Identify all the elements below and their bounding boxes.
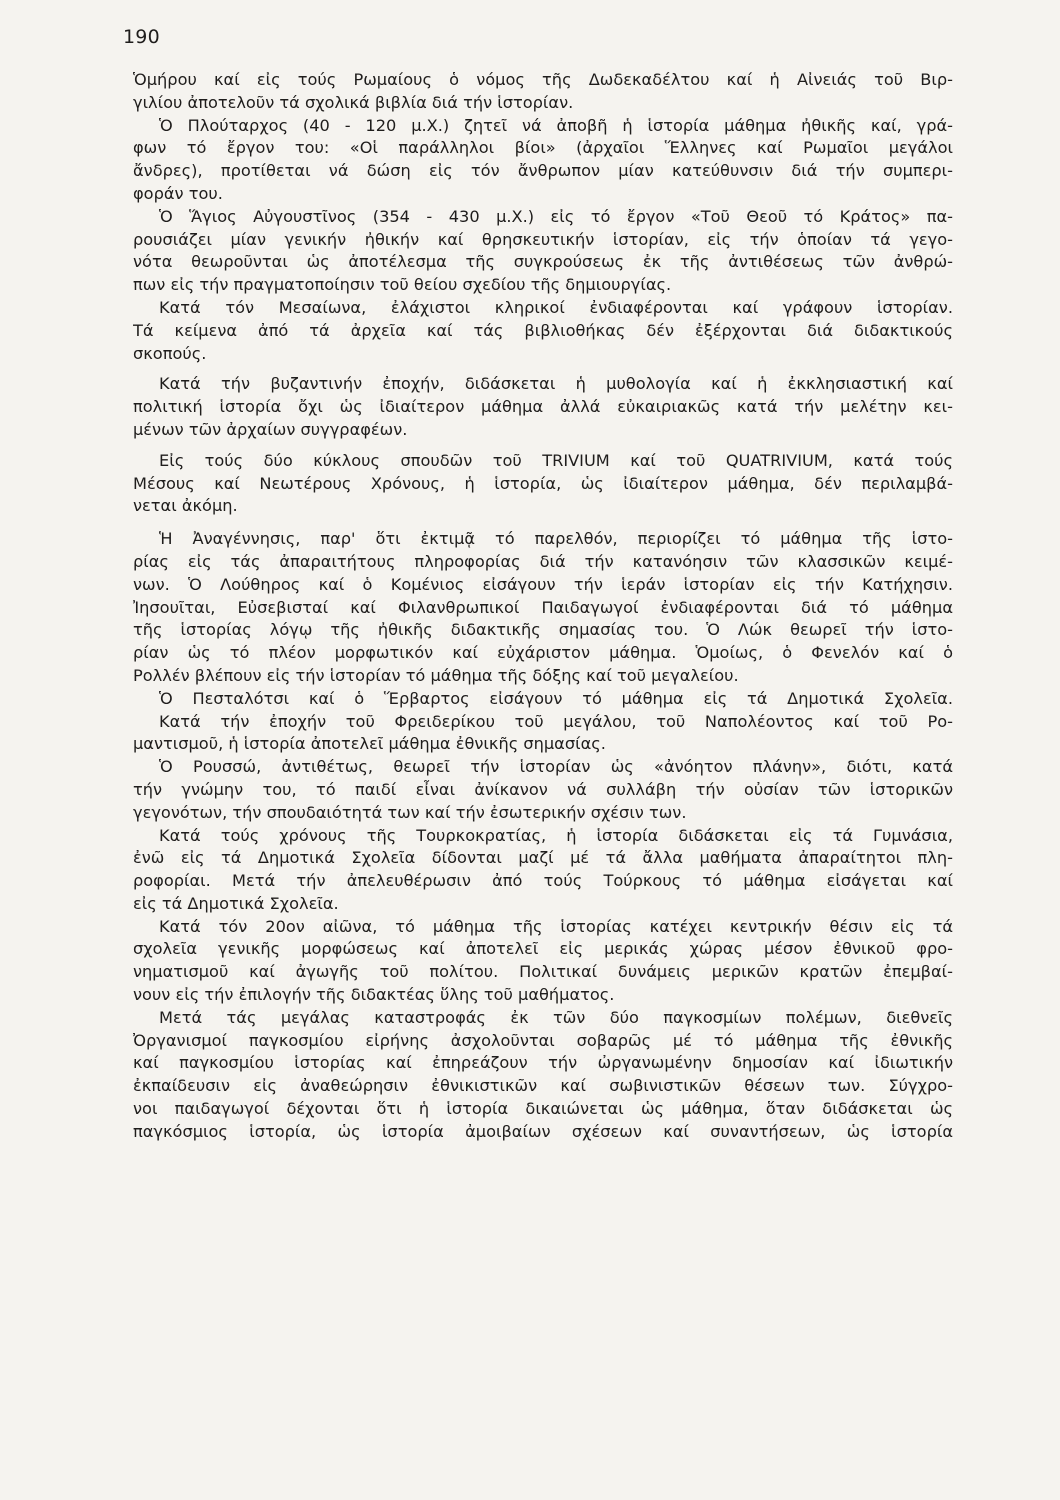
text-line: ἐνῶ εἰς τά Δημοτικά Σχολεῖα δίδονται μαζί μέ τά ἄλλα μαθήματα ἀπαραίτητοι πλη- (133, 848, 953, 868)
text-line: φων τό ἔργον του: «Οἱ παράλληλοι βίοι» (ἀρχαῖοι Ἕλληνες καί Ρωμαῖοι μεγάλοι (133, 138, 953, 158)
text-line: ἐκπαίδευσιν εἰς ἀναθεώρησιν ἐθνικιστικῶν καί σωβινιστικῶν θέσεων των. Σύγχρο- (133, 1076, 953, 1096)
text-line: Μετά τάς μεγάλας καταστροφάς ἐκ τῶν δύο παγκοσμίων πολέμων, διεθνεῖς (159, 1007, 953, 1027)
text-line: μένων τῶν ἀρχαίων συγγραφέων. (133, 419, 408, 439)
text-line: γεγονότων, τήν σπουδαιότητά των καί τήν ἐσωτερικήν σχέσιν των. (133, 802, 687, 822)
text-line: φοράν του. (133, 183, 223, 203)
text-line: καί παγκοσμίου ἱστορίας καί ἐπηρεάζουν τήν ὠργανωμένην δημοσίαν καί ἰδιωτικήν (133, 1053, 953, 1073)
text-line: πολιτική ἱστορία ὄχι ὡς ἰδιαίτερον μάθημα ἀλλά εὐκαιριακῶς κατά τήν μελέτην κει- (133, 397, 953, 417)
text-line: γιλίου ἀποτελοῦν τά σχολικά βιβλία διά τήν ἱστορίαν. (133, 92, 574, 112)
text-line: παγκόσμιος ἱστορία, ὡς ἱστορία ἀμοιβαίων σχέσεων καί συναντήσεων, ὡς ἱστορία (133, 1121, 953, 1141)
text-line: νηματισμοῦ καί ἀγωγῆς τοῦ πολίτου. Πολιτικαί δυνάμεις μερικῶν κρατῶν ἐπεμβαί- (133, 962, 953, 982)
text-line: Ὁ Ἅγιος Αὐγουστῖνος (354 - 430 μ.Χ.) εἰς τό ἔργον «Τοῦ Θεοῦ τό Κράτος» πα- (159, 206, 953, 226)
text-line: Ἰησουῖται, Εὐσεβισταί καί Φιλανθρωπικοί Παιδαγωγοί ἐνδιαφέρονται διά τό μάθημα (133, 597, 953, 617)
text-line: Ὁ Πλούταρχος (40 - 120 μ.Χ.) ζητεῖ νά ἀποβῆ ἡ ἱστορία μάθημα ἠθικῆς καί, γρά- (159, 115, 953, 135)
text-line: ροφορίαι. Μετά τήν ἀπελευθέρωσιν ἀπό τούς Τούρκους τό μάθημα εἰσάγεται καί (133, 871, 953, 891)
text-line: Τά κείμενα ἀπό τά ἀρχεῖα καί τάς βιβλιοθήκας δέν ἐξέρχονται διά διδακτικούς (133, 320, 953, 340)
text-line: Κατά τόν 20ον αἰῶνα, τό μάθημα τῆς ἱστορίας κατέχει κεντρικήν θέσιν εἰς τά (159, 916, 953, 936)
text-line: σκοπούς. (133, 343, 207, 363)
text-line: Κατά τούς χρόνους τῆς Τουρκοκρατίας, ἡ ἱστορία διδάσκεται εἰς τά Γυμνάσια, (159, 825, 953, 845)
text-line: τῆς ἱστορίας λόγῳ τῆς ἠθικῆς διδακτικῆς σημασίας του. Ὁ Λώκ θεωρεῖ τήν ἱστο- (133, 620, 953, 640)
page-number: 190 (123, 26, 160, 48)
text-line: ρίας εἰς τάς ἀπαραιτήτους πληροφορίας διά τήν κατανόησιν τῶν κλασσικῶν κειμέ- (133, 551, 953, 571)
text-line: Ρολλέν βλέπουν εἰς τήν ἱστορίαν τό μάθημα τῆς δόξης καί τοῦ μεγαλείου. (133, 665, 739, 685)
text-line: Ἡ Ἀναγέννησις, παρ' ὅτι ἐκτιμᾷ τό παρελθόν, περιορίζει τό μάθημα τῆς ἱστο- (159, 529, 953, 549)
text-line: τήν γνώμην του, τό παιδί εἶναι ἀνίκανον νά συλλάβη τήν οὐσίαν τῶν ἱστορικῶν (133, 779, 953, 799)
text-line: Κατά τόν Μεσαίωνα, ἐλάχιστοι κληρικοί ἐνδιαφέρονται καί γράφουν ἱστορίαν. (159, 297, 953, 317)
text-line: ἄνδρες), προτίθεται νά δώση εἰς τόν ἄνθρωπον μίαν κατεύθυνσιν διά τήν συμπερι- (133, 161, 953, 181)
text-line: νουν εἰς τήν ἐπιλογήν τῆς διδακτέας ὕλης τοῦ μαθήματος. (133, 985, 615, 1005)
text-line: νότα θεωροῦνται ὡς ἀποτέλεσμα τῆς συγκρούσεως ἐκ τῆς ἀντιθέσεως τῶν ἀνθρώ- (133, 252, 953, 272)
text-line: νεται ἀκόμη. (133, 496, 238, 516)
text-line: ρουσιάζει μίαν γενικήν ἠθικήν καί θρησκευτικήν ἱστορίαν, εἰς τήν ὁποίαν τά γεγο- (133, 229, 953, 249)
text-line: Κατά τήν βυζαντινήν ἐποχήν, διδάσκεται ἡ μυθολογία καί ἡ ἐκκλησιαστική καί (159, 374, 953, 394)
text-line: Ὁ Ρουσσώ, ἀντιθέτως, θεωρεῖ τήν ἱστορίαν ὡς «ἀνόητον πλάνην», διότι, κατά (159, 757, 953, 777)
text-line: Ὁ Πεσταλότσι καί ὁ Ἕρβαρτος εἰσάγουν τό μάθημα εἰς τά Δημοτικά Σχολεῖα. (159, 688, 953, 708)
text-line: σχολεῖα γενικῆς μορφώσεως καί ἀποτελεῖ εἰς μερικάς χώρας μέσον ἐθνικοῦ φρο- (133, 939, 953, 959)
text-line: Μέσους καί Νεωτέρους Χρόνους, ἡ ἱστορία, ὡς ἰδιαίτερον μάθημα, δέν περιλαμβά- (133, 473, 953, 493)
text-line: μαντισμοῦ, ἡ ἱστορία ἀποτελεῖ μάθημα ἐθνικῆς σημασίας. (133, 734, 606, 754)
text-line: πων εἰς τήν πραγματοποίησιν τοῦ θείου σχεδίου τῆς δημιουργίας. (133, 275, 672, 295)
text-line: Εἰς τούς δύο κύκλους σπουδῶν τοῦ TRIVIUM καί τοῦ QUATRIVIUM, κατά τούς (159, 450, 953, 470)
text-line: ρίαν ὡς τό πλέον μορφωτικόν καί εὐχάριστον μάθημα. Ὁμοίως, ὁ Φενελόν καί ὁ (133, 643, 953, 663)
text-line: Ὁμήρου καί εἰς τούς Ρωμαίους ὁ νόμος τῆς Δωδεκαδέλτου καί ἡ Αἰνειάς τοῦ Βιρ- (133, 70, 953, 89)
text-line: Ὀργανισμοί παγκοσμίου εἰρήνης ἀσχολοῦνται σοβαρῶς μέ τό μάθημα τῆς ἐθνικῆς (133, 1030, 953, 1050)
text-line: νοι παιδαγωγοί δέχονται ὅτι ἡ ἱστορία δικαιώνεται ὡς μάθημα, ὅταν διδάσκεται ὡς (133, 1099, 953, 1119)
text-line: νων. Ὁ Λούθηρος καί ὁ Κομένιος εἰσάγουν τήν ἱεράν ἱστορίαν εἰς τήν Κατήχησιν. (133, 574, 953, 594)
body-text (133, 69, 953, 1144)
text-line: Κατά τήν ἐποχήν τοῦ Φρειδερίκου τοῦ μεγάλου, τοῦ Ναπολέοντος καί τοῦ Ρο- (159, 711, 953, 731)
text-line: εἰς τά Δημοτικά Σχολεῖα. (133, 893, 339, 913)
